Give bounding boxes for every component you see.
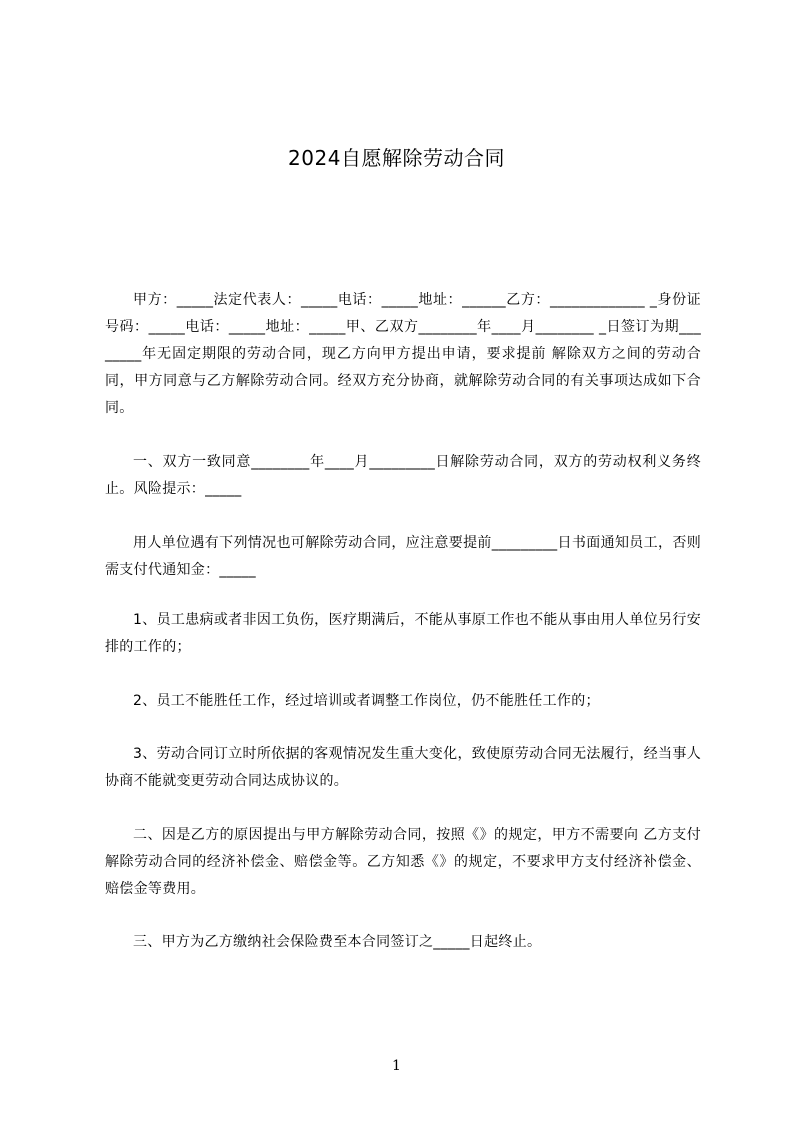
page-number: 1 — [392, 1058, 401, 1074]
paragraph-intro: 甲方：_____法定代表人：_____电话：_____地址：______乙方：_____________ _身份证号码：_____电话：_____地址：_____甲、乙双方________年____月________ _日签订为期________年无固定期限的劳动合同，现乙方向甲方提出申请，要求提前 解除双方之间的劳动合同，甲方同意与乙方解除劳动合同。经双方充分协商，就解除劳动合同的有关事项达成如下合同。 — [105, 292, 701, 416]
list-item-3: 3、劳动合同订立时所依据的客观情况发生重大变化，致使原劳动合同无法履行，经当事人协商不能就变更劳动合同达成协议的。 — [105, 746, 701, 789]
paragraph-risk-note: 用人单位遇有下列情况也可解除劳动合同，应注意要提前_________日书面通知员工，否则需支付代通知金：_____ — [105, 535, 701, 578]
document-title: 2024自愿解除劳动合同 — [288, 146, 505, 170]
paragraph-clause-2: 二、因是乙方的原因提出与甲方解除劳动合同，按照《》的规定，甲方不需要向 乙方支付解除劳动合同的经济补偿金、赔偿金等。乙方知悉《》的规定，不要求甲方支付经济补偿金、赔偿金等费用。 — [105, 827, 701, 897]
paragraph-clause-1: 一、双方一致同意________年____月_________日解除劳动合同，双方的劳动权利义务终止。风险提示：_____ — [105, 454, 701, 497]
paragraph-clause-3: 三、甲方为乙方缴纳社会保险费至本合同签订之_____日起终止。 — [133, 934, 542, 950]
list-item-2: 2、员工不能胜任工作，经过培训或者调整工作岗位，仍不能胜任工作的； — [133, 693, 600, 709]
list-item-1: 1、员工患病或者非因工负伤，医疗期满后，不能从事原工作也不能从事由用人单位另行安排的工作的； — [105, 612, 701, 655]
